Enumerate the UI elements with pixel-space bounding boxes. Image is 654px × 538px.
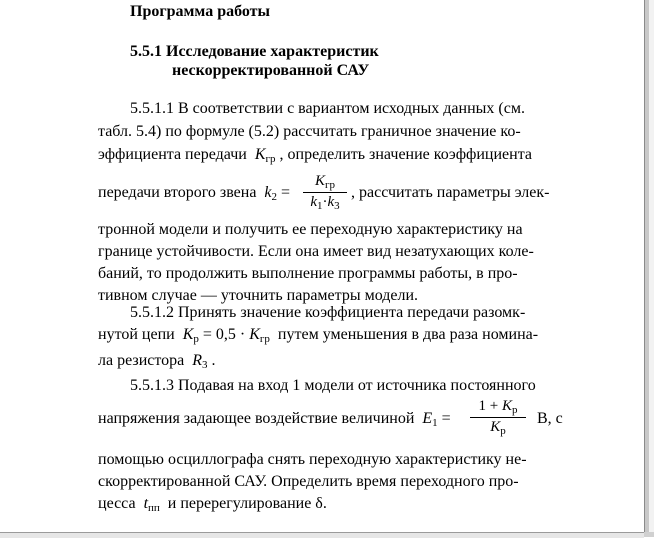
symbol-E: E [422, 410, 433, 427]
denominator-K-p: K [490, 419, 501, 435]
p1-line2: табл. 5.4) по формуле (5.2) рассчитать граничное значение ко- [98, 123, 521, 140]
symbol-Kgr-2 [249, 326, 270, 343]
fraction-k2-denominator [303, 194, 347, 212]
fraction-E1-numerator [470, 398, 526, 416]
numerator-sub-gr: гр [325, 179, 336, 191]
denominator-sub-p: p [500, 425, 506, 437]
symbol-k2 [264, 184, 277, 201]
fraction-E1 [470, 398, 526, 437]
symbol-k: k [264, 184, 272, 201]
p3-line5-text-a: цесса [98, 495, 136, 512]
p3-line1: 5.5.1.3 Подавая на вход 1 модели от источника постоянного [130, 377, 536, 394]
p1-line4-a [98, 183, 290, 207]
p3-line5 [98, 494, 327, 518]
subscript-p: р [193, 333, 199, 345]
p1-line6: границе устойчивости. Если она имеет вид незатухающих коле- [98, 243, 534, 260]
window-corner [644, 532, 654, 537]
p1-line8: тивном случае — уточнить параметры модели. [98, 287, 419, 304]
window-edge-strip [649, 0, 654, 537]
subscript-2: 2 [271, 191, 278, 203]
denominator-sub-1: 1 [317, 200, 323, 212]
p1-line4-b: , рассчитать параметры элек- [351, 184, 550, 201]
p2-line3-text-a: ла резистора [98, 352, 185, 369]
subscript-gr: гр [265, 153, 276, 165]
p3-line2-a [98, 409, 451, 433]
p3-line2-text-a: напряжения задающее воздействие величиной [98, 410, 415, 427]
p1-line5: тронной модели и получить ее переходную характеристику на [98, 221, 523, 238]
section-title-line1: 5.5.1 Исследование характеристик [130, 43, 379, 60]
window-bottom-border [0, 532, 644, 538]
symbol-E1 [422, 410, 437, 427]
p3-line4: скорректированной САУ. Определить время переходного про- [98, 473, 519, 490]
period: . [211, 352, 216, 369]
multiply-dot: · [322, 194, 328, 210]
numerator-sub-p: p [511, 404, 518, 416]
symbol-Kp [183, 326, 199, 343]
denominator-sub-3: 3 [334, 200, 340, 212]
p3-line5-text-b: и перерегулирование δ. [167, 495, 327, 512]
subscript-gr-2: гр [259, 333, 270, 345]
fraction-k2-numerator [303, 173, 347, 191]
denominator-k3: k [327, 194, 335, 210]
symbol-R: R [192, 352, 203, 369]
fraction-k2 [303, 173, 347, 212]
subscript-1: 1 [432, 417, 438, 429]
fraction-E1-denominator [470, 419, 526, 437]
symbol-K-gr-2: K [249, 326, 260, 343]
p2-line2-text-b: путем уменьшения в два раза номина- [277, 326, 539, 343]
symbol-K: K [254, 146, 266, 163]
numerator-K-p: K [501, 398, 512, 414]
program-heading: Программа работы [130, 3, 271, 20]
fraction-bar [303, 192, 347, 193]
fraction-bar-2 [470, 417, 526, 418]
numerator-one-plus: 1 + [478, 398, 499, 414]
p2-line2 [98, 325, 538, 349]
p2-equation: = 0,5 · [202, 326, 246, 343]
p2-line1: 5.5.1.2 Принять значение коэффициента передачи разомк- [130, 304, 526, 321]
section-title-line2: нескорректированной САУ [172, 62, 370, 79]
p1-line3 [98, 145, 532, 169]
equals-sign: = [281, 184, 291, 201]
symbol-K-p: K [182, 326, 194, 343]
p1-line7: баний, то продолжить выполнение программы работы, в про- [98, 265, 518, 282]
p1-line3-text-b: , определить значение коэффициента [279, 146, 532, 163]
p2-line2-text-a: нутой цепи [98, 326, 175, 343]
subscript-pp: пп [148, 502, 160, 514]
symbol-R3 [192, 352, 207, 369]
p3-line3: помощью осциллографа снять переходную характеристику не- [98, 451, 527, 468]
p3-line2-b: В, с [537, 410, 563, 427]
symbol-t: t [143, 495, 149, 512]
symbol-tpp [144, 495, 160, 512]
p1-line4-text-a: передачи второго звена [98, 184, 257, 201]
numerator-K: K [314, 173, 325, 189]
denominator-k1: k [310, 194, 317, 210]
symbol-K-gr [255, 146, 276, 163]
subscript-3: 3 [202, 359, 208, 371]
p1-line1: 5.5.1.1 В соответствии с вариантом исходных данных (см. [130, 100, 525, 117]
p1-line3-text-a: эффициента передачи [98, 146, 247, 163]
p2-line3 [98, 351, 216, 375]
equals-sign-2: = [441, 410, 451, 427]
